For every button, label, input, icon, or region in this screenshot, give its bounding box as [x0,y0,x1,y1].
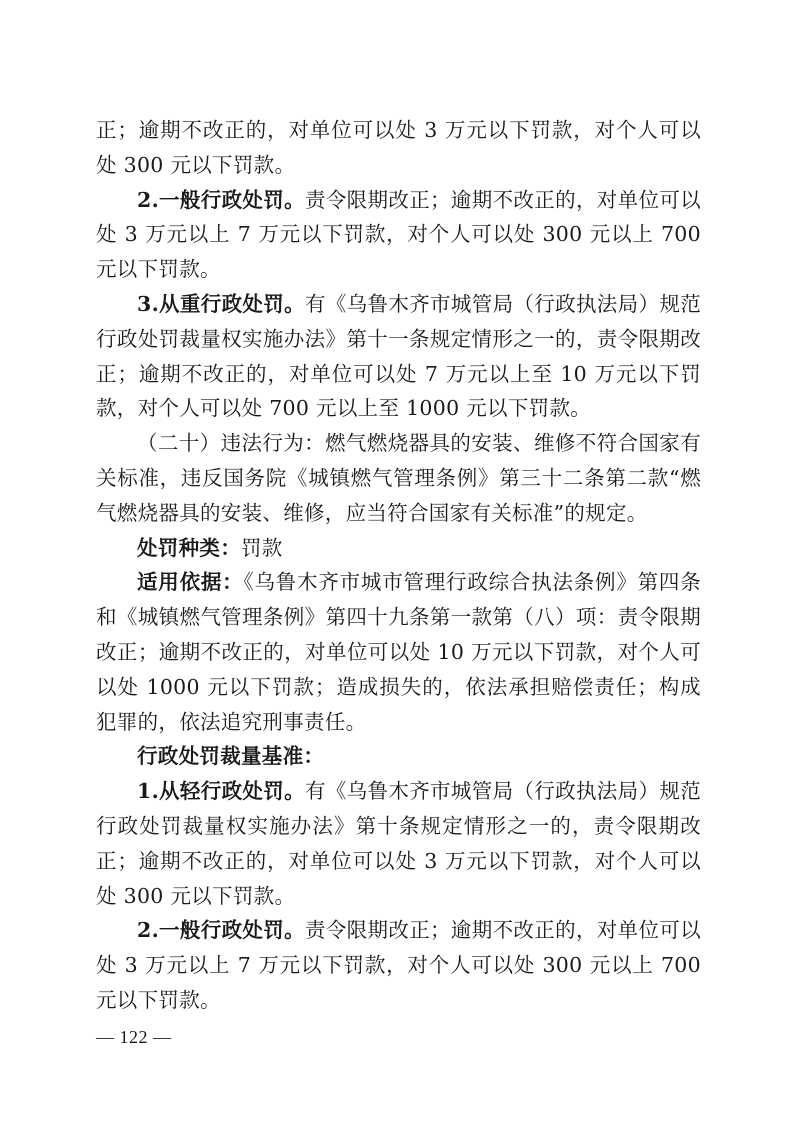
paragraph-heading: 1.从轻行政处罚。 [137,779,305,804]
paragraph-penalty-type [96,531,701,566]
paragraph-discretion-standard [96,739,701,774]
paragraph-general-penalty-2 [96,913,701,1017]
page-number: — 122 — [96,1027,172,1047]
paragraph-text: 责令限期改正；逾期不改正的，对单位可以处 3 万元以上 7 万元以下罚款，对个人可以处 300 元以上 700 元以下罚款。 [96,918,701,1012]
paragraph-heading: 行政处罚裁量基准： [137,744,325,769]
paragraph-text: 责令限期改正；逾期不改正的，对单位可以处 3 万元以上 7 万元以下罚款，对个人可以处 300 元以上 700 元以下罚款。 [96,187,701,282]
paragraph-text: 《乌鲁木齐市城市管理行政综合执法条例》第四条和《城镇燃气管理条例》第四十九条第一款第（八）项：责令限期改正；逾期不改正的，对单位可以处 10 万元以下罚款，对个人可以处 1000 元以下罚款；造成损失的，依法承担赔偿责任；构成犯罪的，依法追究刑事责任。 [96,570,701,734]
paragraph-text: 有《乌鲁木齐市城管局（行政执法局）规范行政处罚裁量权实施办法》第十条规定情形之一的，责令限期改正；逾期不改正的，对单位可以处 3 万元以下罚款，对个人可以处 300 元以下罚款。 [96,779,701,908]
paragraph-heading: 适用依据： [137,570,244,595]
paragraph-heading: 2.一般行政处罚。 [137,187,305,212]
paragraph-heading: 2.一般行政处罚。 [137,918,305,943]
paragraph-continuation [96,113,701,183]
paragraph-text: 正；逾期不改正的，对单位可以处 3 万元以下罚款，对个人可以处 300 元以下罚款。 [96,118,701,177]
document-body [96,113,701,1018]
paragraph-legal-basis [96,565,701,739]
paragraph-violation-20 [96,426,701,530]
paragraph-heading: 处罚种类： [137,535,241,560]
paragraph-heavy-penalty [96,287,701,426]
paragraph-text: （二十）违法行为：燃气燃烧器具的安装、维修不符合国家有关标准，违反国务院《城镇燃气管理条例》第三十二条第二款“燃气燃烧器具的安装、维修，应当符合国家有关标准”的规定。 [96,431,701,525]
paragraph-heading: 3.从重行政处罚。 [137,291,305,316]
paragraph-text: 有《乌鲁木齐市城管局（行政执法局）规范行政处罚裁量权实施办法》第十一条规定情形之一的，责令限期改正；逾期不改正的，对单位可以处 7 万元以上至 10 万元以下罚款，对个人可以处 700 元以上至 1000 元以下罚款。 [96,291,701,421]
paragraph-general-penalty [96,183,701,287]
paragraph-text: 罚款 [241,535,283,560]
paragraph-light-penalty [96,774,701,913]
